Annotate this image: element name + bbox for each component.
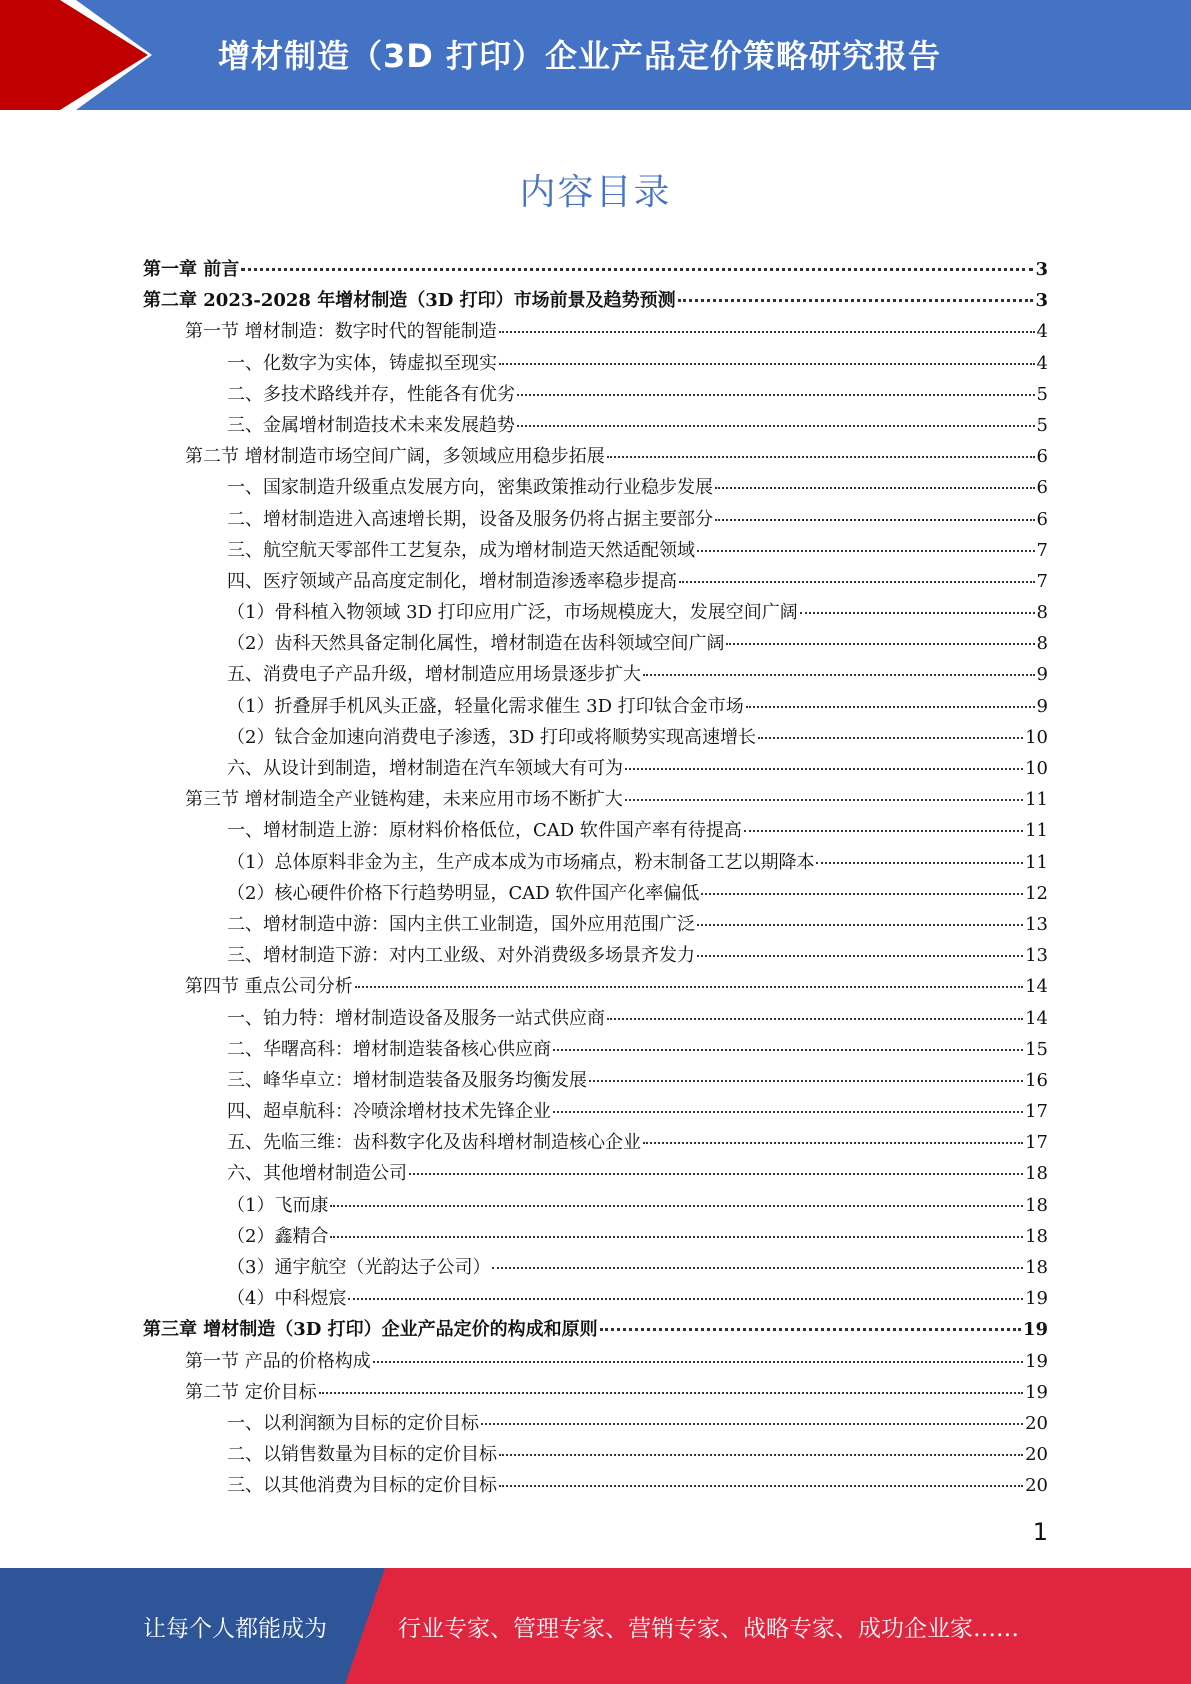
toc-entry[interactable] bbox=[143, 1408, 1048, 1439]
toc-entry[interactable] bbox=[143, 1034, 1048, 1065]
toc-entry-title: （2）齿科天然具备定制化属性，增材制造在齿科领域空间广阔 bbox=[227, 633, 725, 655]
toc-entry-page: 5 bbox=[1036, 414, 1048, 436]
toc-entry[interactable] bbox=[143, 909, 1048, 940]
toc-entry[interactable] bbox=[143, 971, 1048, 1002]
toc-leader-dots bbox=[517, 425, 1035, 427]
toc-entry-page: 3 bbox=[1035, 290, 1048, 312]
toc-entry-page: 9 bbox=[1036, 664, 1048, 686]
toc-entry[interactable] bbox=[143, 379, 1048, 410]
toc-leader-dots bbox=[348, 1298, 1023, 1300]
toc-entry-title: （1）骨科植入物领域 3D 打印应用广泛，市场规模庞大，发展空间广阔 bbox=[227, 602, 798, 624]
toc-entry[interactable] bbox=[143, 1065, 1048, 1096]
table-of-contents bbox=[143, 254, 1048, 1502]
toc-entry[interactable] bbox=[143, 348, 1048, 379]
toc-entry[interactable] bbox=[143, 1346, 1048, 1377]
toc-entry-title: 第三节 增材制造全产业链构建，未来应用市场不断扩大 bbox=[185, 789, 623, 811]
toc-entry-page: 8 bbox=[1036, 602, 1048, 624]
toc-entry-page: 4 bbox=[1036, 321, 1048, 343]
toc-entry-page: 17 bbox=[1025, 1101, 1048, 1123]
toc-entry-title: 五、先临三维：齿科数字化及齿科增材制造核心企业 bbox=[227, 1132, 641, 1154]
toc-leader-dots bbox=[746, 706, 1035, 708]
toc-entry-title: （2）核心硬件价格下行趋势明显，CAD 软件国产化率偏低 bbox=[227, 882, 700, 904]
toc-leader-dots bbox=[607, 1018, 1023, 1020]
toc-entry-page: 6 bbox=[1036, 508, 1048, 530]
toc-entry-title: 一、化数字为实体，铸虚拟至现实 bbox=[227, 352, 497, 374]
toc-leader-dots bbox=[330, 1205, 1023, 1207]
toc-entry-title: 三、增材制造下游：对内工业级、对外消费级多场景齐发力 bbox=[227, 945, 695, 967]
toc-entry-title: 第一节 增材制造：数字时代的智能制造 bbox=[185, 321, 497, 343]
toc-leader-dots bbox=[744, 830, 1023, 832]
toc-leader-dots bbox=[625, 799, 1023, 801]
toc-entry-title: （2）钛合金加速向消费电子渗透，3D 打印或将顺势实现高速增长 bbox=[227, 726, 757, 748]
toc-leader-dots bbox=[679, 581, 1035, 583]
toc-entry[interactable] bbox=[143, 784, 1048, 815]
toc-entry-title: 第一章 前言 bbox=[143, 259, 240, 280]
toc-entry[interactable] bbox=[143, 878, 1048, 909]
toc-leader-dots bbox=[726, 643, 1034, 645]
toc-entry-page: 19 bbox=[1025, 1350, 1048, 1372]
toc-entry[interactable] bbox=[143, 1377, 1048, 1408]
toc-entry-page: 9 bbox=[1036, 695, 1048, 717]
toc-entry-title: 第二节 增材制造市场空间广阔，多领域应用稳步拓展 bbox=[185, 446, 605, 468]
footer-slogan-left: 让每个人都能成为 bbox=[143, 1615, 327, 1642]
toc-entry[interactable] bbox=[143, 1096, 1048, 1127]
toc-entry-page: 13 bbox=[1025, 913, 1048, 935]
toc-entry-page: 10 bbox=[1025, 758, 1048, 779]
toc-entry-page: 20 bbox=[1025, 1475, 1048, 1497]
toc-entry[interactable] bbox=[143, 628, 1048, 659]
toc-leader-dots bbox=[355, 986, 1023, 988]
toc-entry-title: 第三章 增材制造（3D 打印）企业产品定价的构成和原则 bbox=[143, 1319, 598, 1341]
toc-leader-dots bbox=[319, 1392, 1023, 1394]
toc-leader-dots bbox=[330, 1236, 1023, 1238]
toc-entry-title: 二、增材制造进入高速增长期，设备及服务仍将占据主要部分 bbox=[227, 508, 713, 530]
toc-entry[interactable] bbox=[143, 753, 1048, 784]
toc-leader-dots bbox=[715, 487, 1035, 489]
toc-leader-dots bbox=[701, 893, 1023, 895]
toc-leader-dots bbox=[553, 1111, 1023, 1113]
toc-entry-title: 第二章 2023-2028 年增材制造（3D 打印）市场前景及趋势预测 bbox=[143, 290, 676, 312]
toc-entry-title: 三、峰华卓立：增材制造装备及服务均衡发展 bbox=[227, 1069, 587, 1091]
toc-entry-title: （3）通宇航空（光韵达子公司） bbox=[227, 1257, 491, 1278]
toc-entry-title: （1）折叠屏手机风头正盛，轻量化需求催生 3D 打印钛合金市场 bbox=[227, 695, 744, 717]
toc-entry-page: 4 bbox=[1036, 352, 1048, 374]
toc-leader-dots bbox=[553, 1049, 1023, 1051]
toc-entry-page: 7 bbox=[1036, 570, 1048, 592]
toc-entry-page: 6 bbox=[1036, 477, 1048, 499]
toc-entry[interactable] bbox=[143, 1283, 1048, 1314]
toc-entry-page: 8 bbox=[1036, 633, 1048, 655]
toc-entry[interactable] bbox=[143, 1470, 1048, 1501]
toc-entry[interactable] bbox=[143, 316, 1048, 347]
toc-entry[interactable] bbox=[143, 566, 1048, 597]
toc-entry-title: 四、医疗领域产品高度定制化，增材制造渗透率稳步提高 bbox=[227, 570, 677, 592]
toc-leader-dots bbox=[481, 1423, 1023, 1425]
toc-heading: 内容目录 bbox=[519, 172, 672, 213]
toc-entry-page: 18 bbox=[1025, 1163, 1048, 1185]
toc-leader-dots bbox=[492, 1267, 1023, 1269]
toc-entry-title: （1）飞而康 bbox=[227, 1194, 329, 1216]
toc-leader-dots bbox=[373, 1361, 1023, 1363]
toc-entry-page: 20 bbox=[1025, 1444, 1048, 1466]
toc-leader-dots bbox=[409, 1173, 1023, 1175]
toc-entry-page: 12 bbox=[1025, 882, 1048, 904]
toc-entry[interactable] bbox=[143, 847, 1048, 878]
toc-entry[interactable] bbox=[143, 1127, 1048, 1158]
toc-entry-page: 20 bbox=[1025, 1412, 1048, 1434]
toc-entry[interactable] bbox=[143, 597, 1048, 628]
footer-slogan-right: 行业专家、管理专家、营销专家、战略专家、成功企业家…… bbox=[398, 1615, 1019, 1642]
toc-entry-page: 19 bbox=[1022, 1319, 1048, 1341]
toc-entry-page: 11 bbox=[1025, 789, 1048, 811]
toc-entry[interactable] bbox=[143, 504, 1048, 535]
toc-leader-dots bbox=[499, 1485, 1023, 1487]
toc-leader-dots bbox=[241, 268, 1033, 271]
toc-leader-dots bbox=[715, 519, 1035, 521]
report-title: 增材制造（3D 打印）企业产品定价策略研究报告 bbox=[218, 37, 941, 75]
toc-entry[interactable] bbox=[143, 659, 1048, 690]
toc-entry-title: 二、多技术路线并存，性能各有优劣 bbox=[227, 383, 515, 405]
toc-entry-title: 三、金属增材制造技术未来发展趋势 bbox=[227, 414, 515, 436]
toc-entry-title: 四、超卓航科：冷喷涂增材技术先锋企业 bbox=[227, 1101, 551, 1123]
toc-entry-page: 19 bbox=[1025, 1381, 1048, 1403]
toc-entry-page: 6 bbox=[1036, 446, 1048, 468]
toc-entry[interactable] bbox=[143, 472, 1048, 503]
toc-leader-dots bbox=[678, 299, 1034, 302]
toc-entry-title: 一、增材制造上游：原材料价格低位，CAD 软件国产率有待提高 bbox=[227, 820, 742, 842]
header-arrow-decoration bbox=[0, 0, 160, 110]
page-number: 1 bbox=[1032, 1518, 1048, 1546]
toc-entry[interactable] bbox=[143, 1252, 1048, 1283]
toc-entry-title: 六、其他增材制造公司 bbox=[227, 1163, 407, 1185]
toc-entry[interactable] bbox=[143, 1003, 1048, 1034]
toc-entry-title: 第四节 重点公司分析 bbox=[185, 976, 353, 998]
toc-entry[interactable] bbox=[143, 1190, 1048, 1221]
toc-entry-title: 二、以销售数量为目标的定价目标 bbox=[227, 1444, 497, 1466]
toc-leader-dots bbox=[625, 768, 1023, 770]
toc-entry[interactable] bbox=[143, 691, 1048, 722]
toc-entry-page: 14 bbox=[1025, 976, 1048, 998]
toc-leader-dots bbox=[499, 331, 1035, 333]
toc-leader-dots bbox=[643, 1142, 1023, 1144]
toc-entry[interactable] bbox=[143, 535, 1048, 566]
toc-leader-dots bbox=[643, 674, 1035, 676]
toc-entry[interactable] bbox=[143, 1439, 1048, 1470]
toc-entry-title: 二、华曙高科：增材制造装备核心供应商 bbox=[227, 1038, 551, 1060]
toc-entry-title: 二、增材制造中游：国内主供工业制造，国外应用范围广泛 bbox=[227, 913, 695, 935]
toc-entry-title: 第一节 产品的价格构成 bbox=[185, 1350, 371, 1372]
toc-entry[interactable] bbox=[143, 722, 1048, 753]
toc-entry-page: 11 bbox=[1025, 820, 1048, 842]
toc-entry-title: 五、消费电子产品升级，增材制造应用场景逐步扩大 bbox=[227, 664, 641, 686]
toc-entry[interactable] bbox=[143, 815, 1048, 846]
toc-entry-page: 3 bbox=[1035, 259, 1048, 280]
toc-leader-dots bbox=[758, 737, 1023, 739]
toc-leader-dots bbox=[499, 363, 1035, 365]
toc-entry-title: （2）鑫精合 bbox=[227, 1225, 329, 1247]
toc-entry[interactable] bbox=[143, 1314, 1048, 1345]
toc-entry-page: 13 bbox=[1025, 945, 1048, 967]
toc-entry-page: 18 bbox=[1025, 1194, 1048, 1216]
toc-entry-page: 18 bbox=[1025, 1225, 1048, 1247]
toc-entry-page: 19 bbox=[1025, 1288, 1048, 1310]
toc-leader-dots bbox=[800, 612, 1035, 614]
toc-leader-dots bbox=[600, 1328, 1021, 1331]
toc-entry-page: 18 bbox=[1025, 1257, 1048, 1278]
toc-entry-title: （4）中科煜宸 bbox=[227, 1288, 347, 1310]
toc-leader-dots bbox=[697, 955, 1023, 957]
toc-entry-page: 7 bbox=[1036, 539, 1048, 561]
toc-entry[interactable] bbox=[143, 1221, 1048, 1252]
toc-entry[interactable] bbox=[143, 285, 1048, 316]
toc-entry[interactable] bbox=[143, 940, 1048, 971]
toc-entry-title: 一、国家制造升级重点发展方向，密集政策推动行业稳步发展 bbox=[227, 477, 713, 499]
toc-entry-page: 10 bbox=[1025, 726, 1048, 748]
toc-entry[interactable] bbox=[143, 1158, 1048, 1189]
toc-entry-page: 17 bbox=[1025, 1132, 1048, 1154]
toc-leader-dots bbox=[589, 1080, 1023, 1082]
toc-entry-title: 三、航空航天零部件工艺复杂，成为增材制造天然适配领域 bbox=[227, 539, 695, 561]
toc-leader-dots bbox=[517, 394, 1035, 396]
toc-leader-dots bbox=[816, 862, 1023, 864]
toc-entry-page: 16 bbox=[1025, 1069, 1048, 1091]
toc-entry-title: 六、从设计到制造，增材制造在汽车领域大有可为 bbox=[227, 758, 623, 779]
toc-entry[interactable] bbox=[143, 441, 1048, 472]
toc-entry-page: 15 bbox=[1025, 1038, 1048, 1060]
toc-entry-page: 5 bbox=[1036, 383, 1048, 405]
toc-entry-title: 一、以利润额为目标的定价目标 bbox=[227, 1412, 479, 1434]
header-banner bbox=[0, 0, 1191, 110]
toc-entry-page: 11 bbox=[1025, 851, 1048, 873]
footer-banner bbox=[0, 1568, 1191, 1684]
toc-entry[interactable] bbox=[143, 254, 1048, 285]
toc-entry-title: 第二节 定价目标 bbox=[185, 1381, 317, 1403]
toc-entry-title: 一、铂力特：增材制造设备及服务一站式供应商 bbox=[227, 1007, 605, 1029]
toc-leader-dots bbox=[499, 1454, 1023, 1456]
toc-entry[interactable] bbox=[143, 410, 1048, 441]
toc-entry-title: （1）总体原料非金为主，生产成本成为市场痛点，粉末制备工艺以期降本 bbox=[227, 851, 815, 873]
toc-entry-title: 三、以其他消费为目标的定价目标 bbox=[227, 1475, 497, 1497]
toc-leader-dots bbox=[607, 456, 1035, 458]
toc-leader-dots bbox=[697, 550, 1035, 552]
toc-leader-dots bbox=[697, 924, 1023, 926]
toc-entry-page: 14 bbox=[1025, 1007, 1048, 1029]
